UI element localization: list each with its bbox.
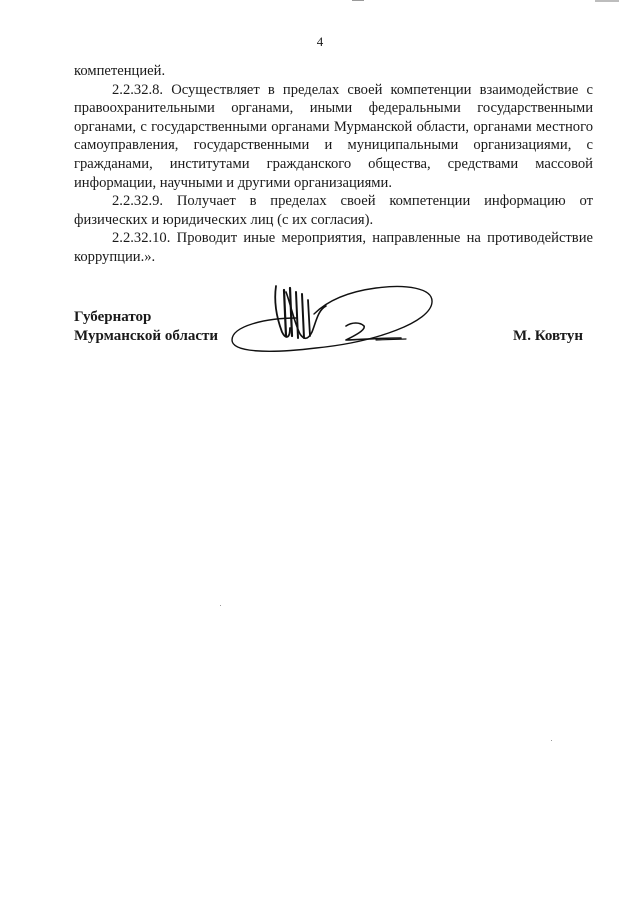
page-number: 4 — [316, 34, 324, 49]
scan-artifact-top-left — [352, 0, 364, 1]
paragraph-2-2-32-8: 2.2.32.8. Осуществляет в пределах своей компетенции взаимодействие с правоохранительными органами, иными федеральными государственными органами, с государственными органами Мурманской области, органами местного самоуправления, государственными и муниципальными организациями, с гражданами, институтами гражданского общества, средствами массовой информации, научными и другими организациями. — [74, 81, 593, 191]
signatory-title-line-2: Мурманской области — [74, 328, 219, 344]
signatory-title-line-1: Губернатор — [74, 309, 152, 325]
paragraph-continuation: компетенцией. — [74, 63, 166, 79]
signatory-name: М. Ковтун — [513, 328, 583, 344]
scan-speck — [551, 740, 552, 741]
scan-speck — [220, 605, 221, 606]
document-body — [74, 62, 593, 267]
paragraph-2-2-32-10: 2.2.32.10. Проводит иные мероприятия, направленные на противодействие коррупции.». — [74, 230, 593, 265]
paragraph-2-2-32-9: 2.2.32.9. Получает в пределах своей компетенции информацию от физических и юридических лиц (с их согласия). — [74, 193, 593, 228]
scan-artifact-top-right — [595, 0, 619, 2]
handwritten-signature — [226, 282, 438, 356]
